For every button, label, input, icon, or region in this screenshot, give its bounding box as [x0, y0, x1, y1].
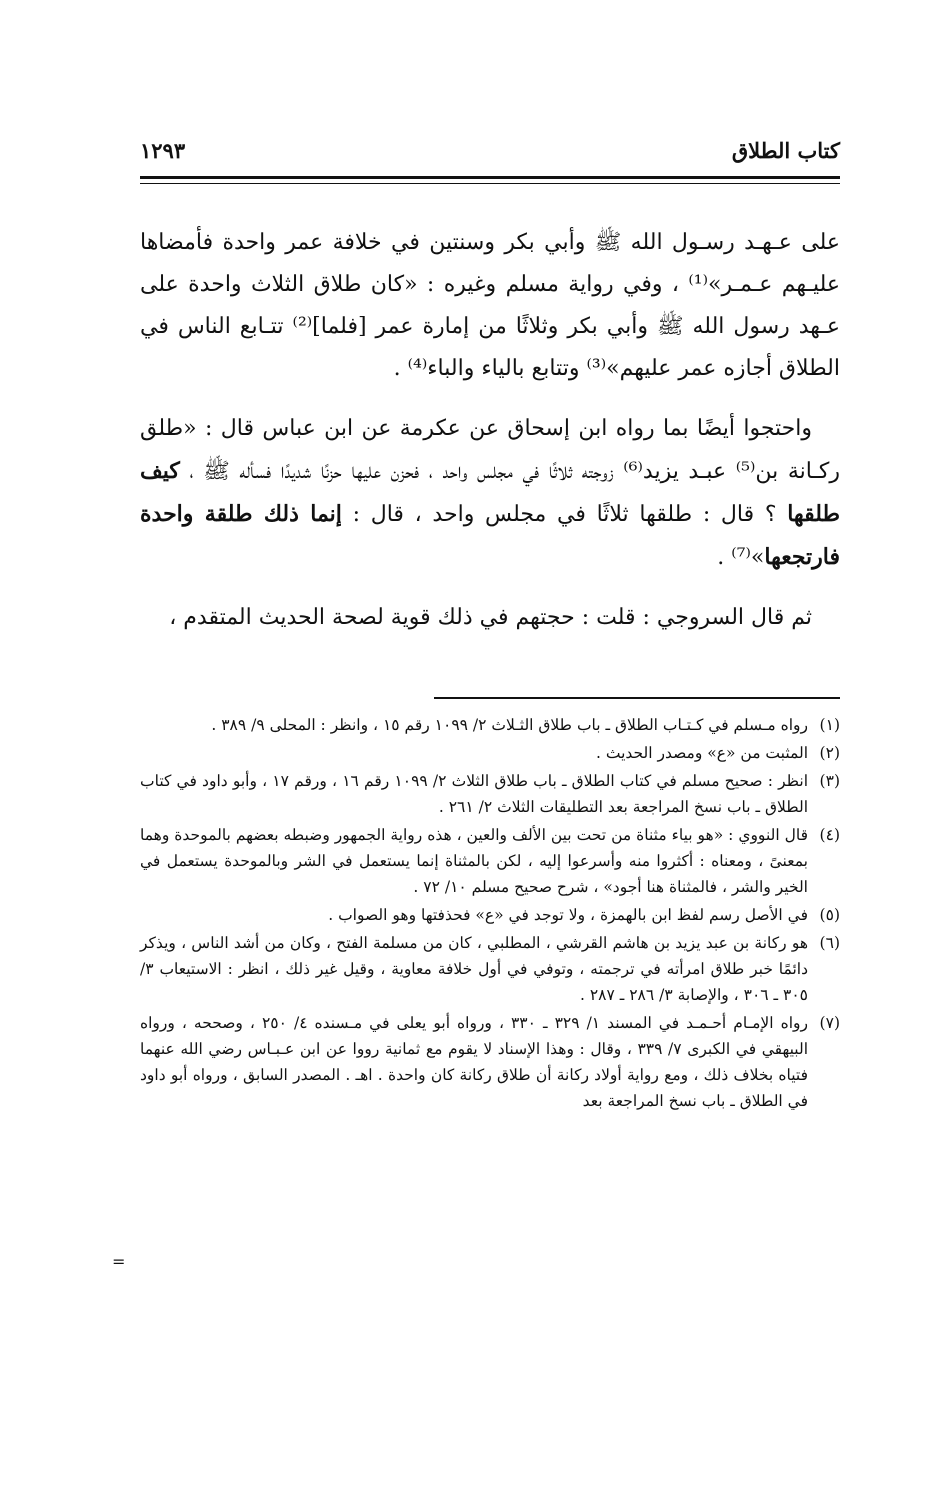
header-rule-thick [140, 176, 840, 179]
footnote [140, 768, 840, 820]
header-rule-thin [140, 183, 840, 184]
running-title: كتاب الطلاق [731, 138, 840, 163]
footnote-text: انظر : صحيح مسلم في كتاب الطلاق ـ باب طلاق الثلاث ٢/ ١٠٩٩ رقم ١٦ ، ورقم ١٧ ، وأبو داود في كتاب الطلاق ـ باب نسخ المراجعة بعد التطليقات الثلاث ٢/ ٢٦١ . [140, 772, 808, 816]
footnote-text: رواه مـسلم في كـتـاب الطلاق ـ باب طلاق الثـلاث ٢/ ١٠٩٩ رقم ١٥ ، وانظر : المحلى ٩/ ٣٨٩ . [211, 716, 808, 734]
paragraph-2-bold-2: إنما ذلك طلقة واحدة فارتجعها [140, 501, 840, 570]
footnote-number: (٦) [819, 934, 840, 952]
footnote-text: المثبت من «ع» ومصدر الحديث . [596, 744, 808, 762]
paragraph-2 [140, 408, 840, 579]
footnote-number: (٣) [819, 772, 840, 790]
paragraph-1: على عـهـد رسـول الله ﷺ وأبي بكر وسنتين في خلافة عمر واحدة فأمضاها عليـهم عـمـر»⁽¹⁾ ، وفي رواية مسلم وغيره : «كان طلاق الثلاث واحدة على عـهد رسول الله ﷺ وأبي بكر وثلاثًا من إمارة عمر [فلما]⁽²⁾ تتـابع الناس في الطلاق أجازه عمر عليهم»⁽³⁾ وتتابع بالياء والباء⁽⁴⁾ . [140, 230, 841, 381]
page-number: ١٢٩٣ [140, 138, 186, 163]
paragraph-2-part-c: »⁽⁷⁾ . [717, 545, 765, 570]
footnote [140, 930, 840, 1008]
footnotes [140, 712, 840, 1116]
footnote-number: (٧) [819, 1014, 840, 1032]
footnote-number: (٤) [819, 826, 840, 844]
footnote-text: رواه الإمـام أحـمـد في المسند ١/ ٣٢٩ ـ ٣٣٠ ، ورواه أبو يعلى في مـسنده ٤/ ٢٥٠ ، وصححه ، ورواه البيهقي في الكبرى ٧/ ٣٣٩ ، وقال : وهذا الإسناد لا يقوم مع ثمانية رووا عن ابن عـبـاس رضي الله عنهما فتياه بخلاف ذلك ، ومع رواية أولاد ركانة أن طلاق ركانة كان واحدة . اهـ . المصدر السابق ، ورواه أبو داود في الطلاق ـ باب نسخ المراجعة بعد [140, 1014, 808, 1110]
paragraph-3: ثم قال السروجي : قلت : حجتهم في ذلك قوية لصحة الحديث المتقدم ، [169, 605, 812, 630]
footnote [140, 712, 840, 738]
paragraph-2-part-a: واحتجوا أيضًا بما رواه ابن إسحاق عن عكرمة عن ابن عباس قال : «طلق ركـانة بن⁽⁵⁾ عبـد يزيد⁽⁶⁾ زوجته ثلاثًا في مجلس واحد ، فحزن عليها حزنًا شديدًا فسأله ﷺ ، [140, 416, 840, 484]
paragraph-2-bold-1: كيف طلقها [140, 458, 840, 527]
main-text [140, 222, 840, 657]
footnote-number: (٥) [819, 906, 840, 924]
page-header [140, 138, 840, 178]
paragraph-2-part-b: ؟ قال : طلقها ثلاثًا في مجلس واحد ، قال : [352, 502, 777, 527]
footnote-number: (٢) [819, 744, 840, 762]
footnote-text: قال النووي : «هو بياء مثناة من تحت بين الألف والعين ، هذه رواية الجمهور وضبطه بعضهم بالموحدة وهما بمعنىً ، ومعناه : أكثروا منه وأسرعوا إليه ، لكن بالمثناة إنما يستعمل في الشر وبالموحدة يستعمل في الخير والشر ، فالمثناة هنا أجود» ، شرح صحيح مسلم ١٠/ ٧٢ . [140, 826, 808, 896]
footnote-separator [434, 697, 840, 699]
footnote-text: هو ركانة بن عبد يزيد بن هاشم القرشي ، المطلبي ، كان من مسلمة الفتح ، وكان من أشد الناس ، ويذكر دائمًا خبر طلاق امرأته في ترجمته ، وتوفي في أول خلافة معاوية ، وقيل غير ذلك ، انظر : الاستيعاب ٣/ ٣٠٥ ـ ٣٠٦ ، والإصابة ٣/ ٢٨٦ ـ ٢٨٧ . [140, 934, 808, 1004]
footnote-number: (١) [819, 716, 840, 734]
continuation-mark: = [112, 1252, 126, 1271]
footnote-text: في الأصل رسم لفظ ابن بالهمزة ، ولا توجد في «ع» فحذفتها وهو الصواب . [328, 906, 808, 924]
footnote [140, 822, 840, 900]
footnote [140, 1010, 840, 1114]
footnote [140, 902, 840, 928]
footnote [140, 740, 840, 766]
